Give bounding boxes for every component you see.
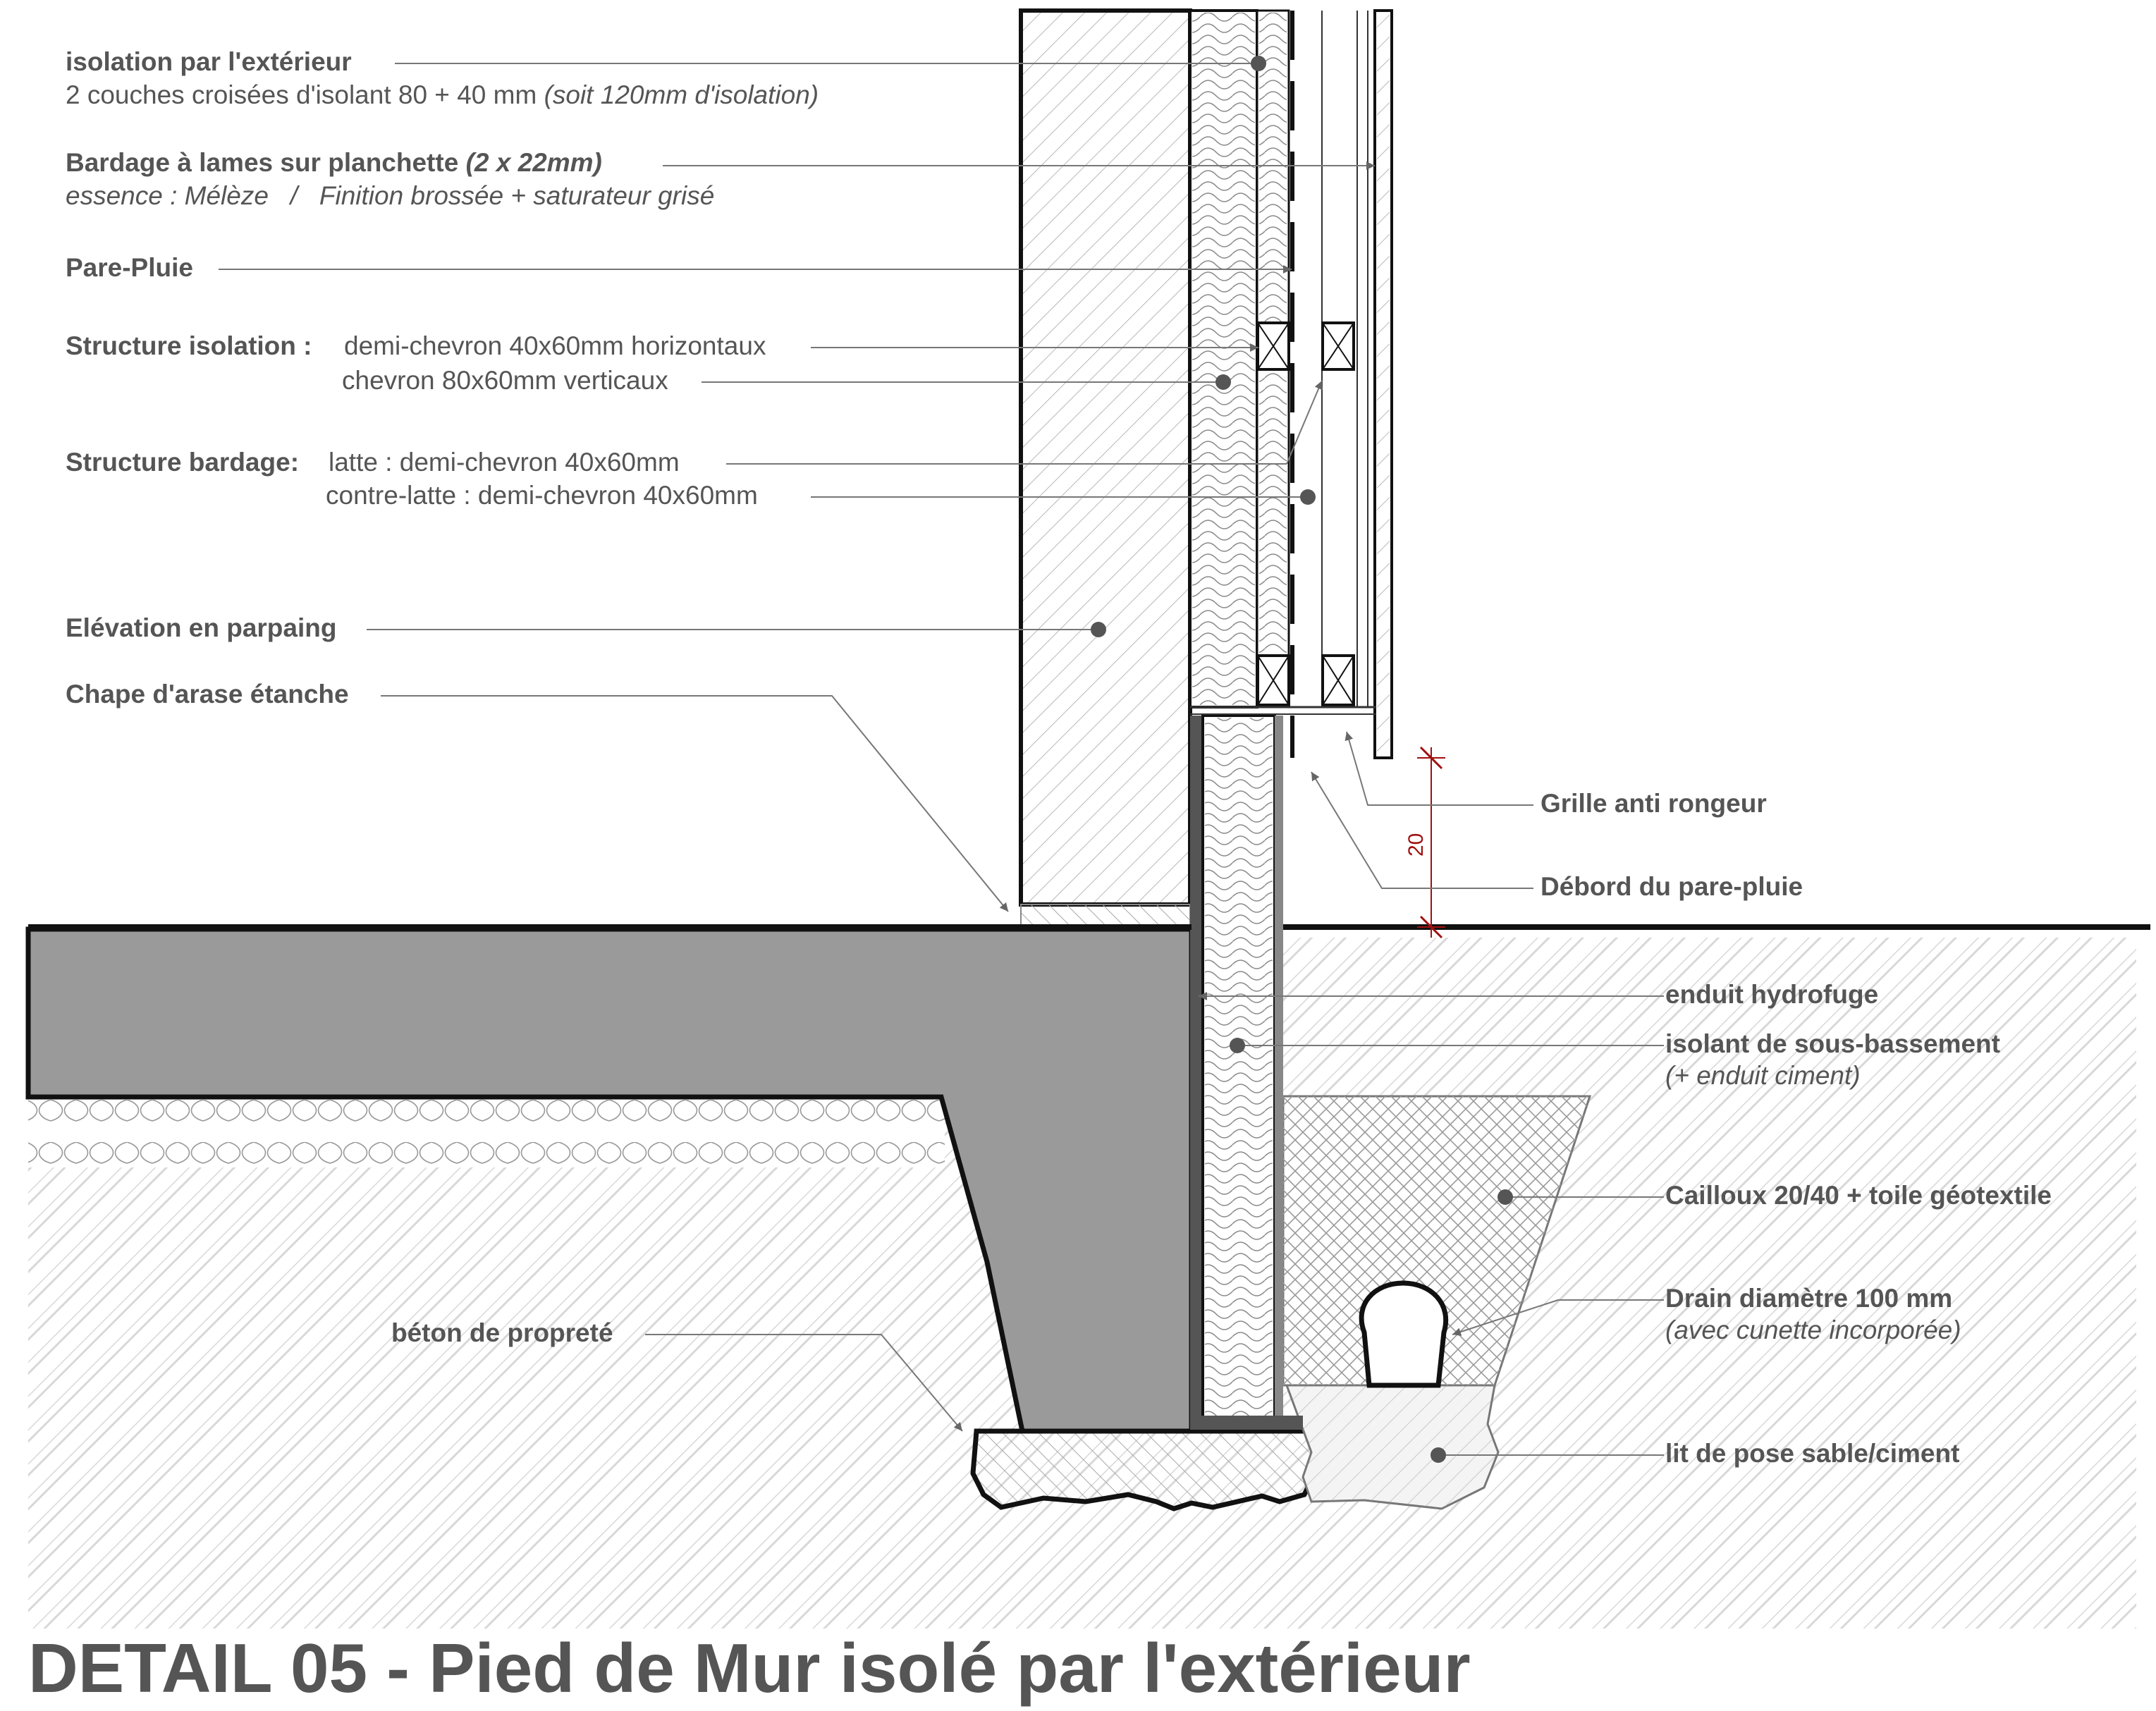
sand-cement-bed-hatch — [1287, 1385, 1498, 1509]
dimension-value: 20 — [1404, 833, 1428, 857]
dot-structure-isolation — [1215, 374, 1231, 390]
label-lit-pose: lit de pose sable/ciment — [1665, 1439, 1960, 1468]
under-slab-insulation-pattern — [28, 1097, 945, 1167]
label-structure-isolation-title: Structure isolation : — [66, 331, 312, 360]
label-structure-bardage-title: Structure bardage: — [66, 448, 300, 477]
dot-isolant-sb — [1230, 1038, 1245, 1053]
cladding-hatch — [1377, 13, 1390, 756]
label-elevation: Elévation en parpaing — [66, 613, 337, 642]
batten-lower-inner — [1258, 656, 1289, 705]
ground-surface-right — [1283, 929, 2136, 938]
label-enduit: enduit hydrofuge — [1665, 980, 1879, 1009]
label-grille: Grille anti rongeur — [1541, 789, 1767, 818]
batten-upper-inner — [1258, 323, 1289, 369]
label-structure-isolation-line1: demi-chevron 40x60mm horizontaux — [344, 331, 766, 360]
dot-cailloux — [1497, 1189, 1513, 1205]
label-cailloux: Cailloux 20/40 + toile géotextile — [1665, 1181, 2052, 1210]
leader-chape — [381, 696, 1008, 912]
label-isolant-sb-note: (+ enduit ciment) — [1665, 1061, 1861, 1090]
label-structure-bardage-line1: latte : demi-chevron 40x60mm — [329, 448, 680, 477]
label-bardage-title: Bardage à lames sur planchette (2 x 22mm) — [66, 148, 602, 177]
batten-upper-outer — [1323, 323, 1354, 369]
exterior-insulation-pattern-a — [1192, 13, 1255, 705]
block-wall-hatch — [1023, 13, 1188, 902]
label-pare-pluie: Pare-Pluie — [66, 253, 193, 282]
label-bardage-detail: essence : Mélèze / Finition brossée + saturateur grisé — [66, 181, 715, 210]
leader-debord — [1311, 772, 1533, 888]
batten-lower-outer — [1323, 656, 1354, 705]
label-structure-bardage-line2: contre-latte : demi-chevron 40x60mm — [326, 481, 758, 510]
basement-waterproof-render — [1190, 716, 1203, 1429]
label-structure-isolation-line2: chevron 80x60mm verticaux — [342, 366, 668, 395]
lean-concrete — [973, 1431, 1318, 1509]
dot-structure-bardage — [1300, 489, 1316, 505]
drain-pipe — [1361, 1283, 1446, 1385]
drawing-title: DETAIL 05 - Pied de Mur isolé par l'extérieur — [28, 1629, 1471, 1707]
label-drain-note: (avec cunette incorporée) — [1665, 1316, 1961, 1344]
dimension-20 — [1404, 747, 1445, 938]
label-isolation-detail: 2 couches croisées d'isolant 80 + 40 mm (soit 120mm d'isolation) — [66, 80, 819, 109]
label-chape: Chape d'arase étanche — [66, 680, 349, 709]
label-isolant-sb: isolant de sous-bassement — [1665, 1029, 2000, 1058]
basement-foot-plate — [1190, 1416, 1303, 1430]
basement-insulation-pattern — [1205, 718, 1273, 1420]
label-isolation-title: isolation par l'extérieur — [66, 47, 352, 76]
dot-lit-pose — [1431, 1447, 1446, 1463]
basement-cement-render — [1275, 716, 1283, 1421]
label-drain: Drain diamètre 100 mm — [1665, 1284, 1953, 1313]
dot-isolation — [1251, 56, 1266, 71]
label-beton-proprete: béton de propreté — [391, 1318, 613, 1347]
dot-elevation — [1091, 622, 1106, 637]
label-debord: Débord du pare-pluie — [1541, 872, 1803, 901]
